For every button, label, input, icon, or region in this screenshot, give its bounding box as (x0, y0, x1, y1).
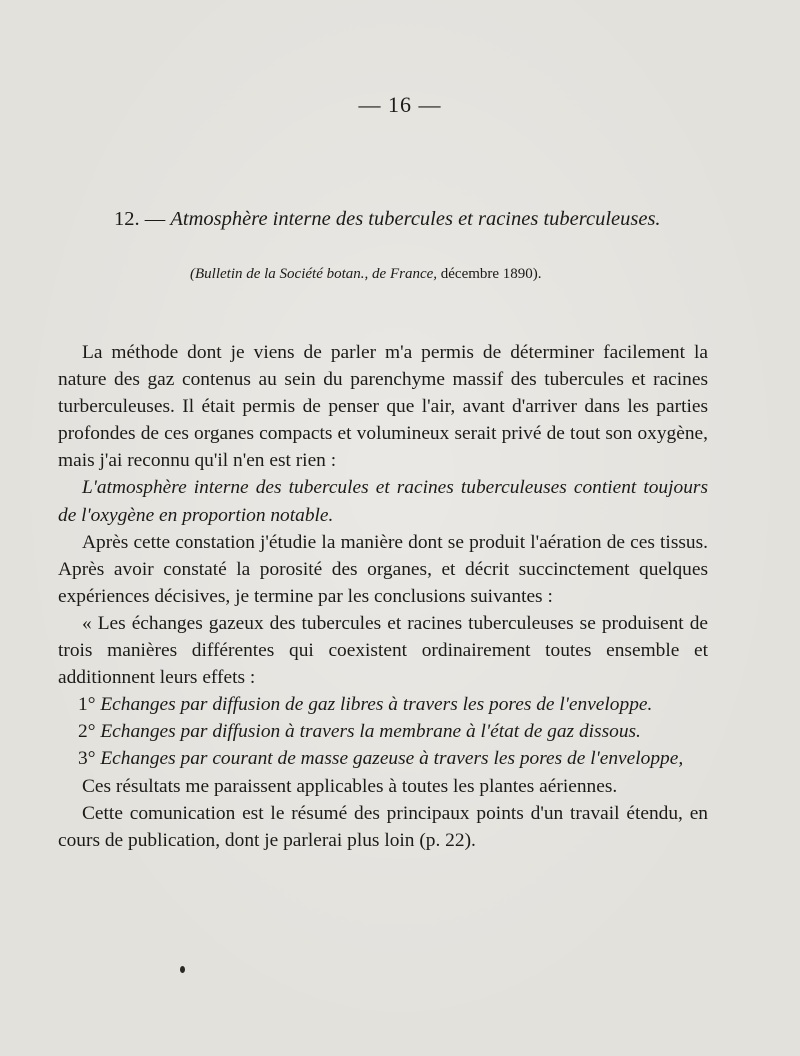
bibliographic-reference (190, 266, 710, 283)
paragraph-conclusion-italic: L'atmosphère interne des tubercules et racines tuberculeuses contient toujours de l'oxygène en proportion notable. (58, 477, 708, 526)
section-heading (114, 208, 714, 231)
list-item-2 (58, 718, 708, 745)
page-number: — 16 — (358, 92, 442, 117)
section-number: 12. — (114, 208, 166, 230)
list-item-3 (58, 745, 708, 772)
paragraph-intro: La méthode dont je viens de parler m'a permis de déterminer facilement la nature des gaz contenus au sein du parenchyme massif des tubercules et racines turberculeuses. Il était permis de penser que l'air, avant d'arriver dans les parties profondes de ces organes compacts et volumineux serait privé de tout son oxygène, mais j'ai reconnu qu'il n'en est rien : (58, 342, 708, 472)
list-text-3: Echanges par courant de masse gazeuse à travers les pores de l'enveloppe, (100, 748, 684, 770)
ink-speck (180, 966, 185, 973)
list-item-1 (58, 691, 708, 718)
list-marker-3: 3° (78, 748, 96, 770)
reference-date: décembre 1890). (440, 266, 542, 282)
reference-source: (Bulletin de la Société botan., de France, (190, 266, 438, 282)
paragraph-summary: Cette comunication est le résumé des principaux points d'un travail étendu, en cours de publication, dont je parlerai plus loin (p. 22). (58, 802, 708, 851)
paragraph-quote: « Les échanges gazeux des tubercules et racines tuberculeuses se produisent de trois manières différentes qui coexistent ordinairement toutes ensemble et additionnent leurs effets : (58, 612, 708, 689)
paragraph-method: Après cette constation j'étudie la manière dont se produit l'aération de ces tissus. Après avoir constaté la porosité des organes, et décrit succinctement quelques expériences décisives, je termine par les conclusions suivantes : (58, 531, 708, 607)
list-marker-2: 2° (78, 721, 96, 743)
paragraph-results: Ces résultats me paraissent applicables à toutes les plantes aériennes. (82, 775, 618, 797)
list-marker-1: 1° (78, 694, 96, 716)
list-text-1: Echanges par diffusion de gaz libres à travers les pores de l'enveloppe. (100, 694, 653, 716)
list-text-2: Echanges par diffusion à travers la membrane à l'état de gaz dissous. (100, 721, 641, 743)
body-text (58, 339, 708, 854)
section-title: Atmosphère interne des tubercules et racines tuberculeuses. (170, 208, 661, 230)
